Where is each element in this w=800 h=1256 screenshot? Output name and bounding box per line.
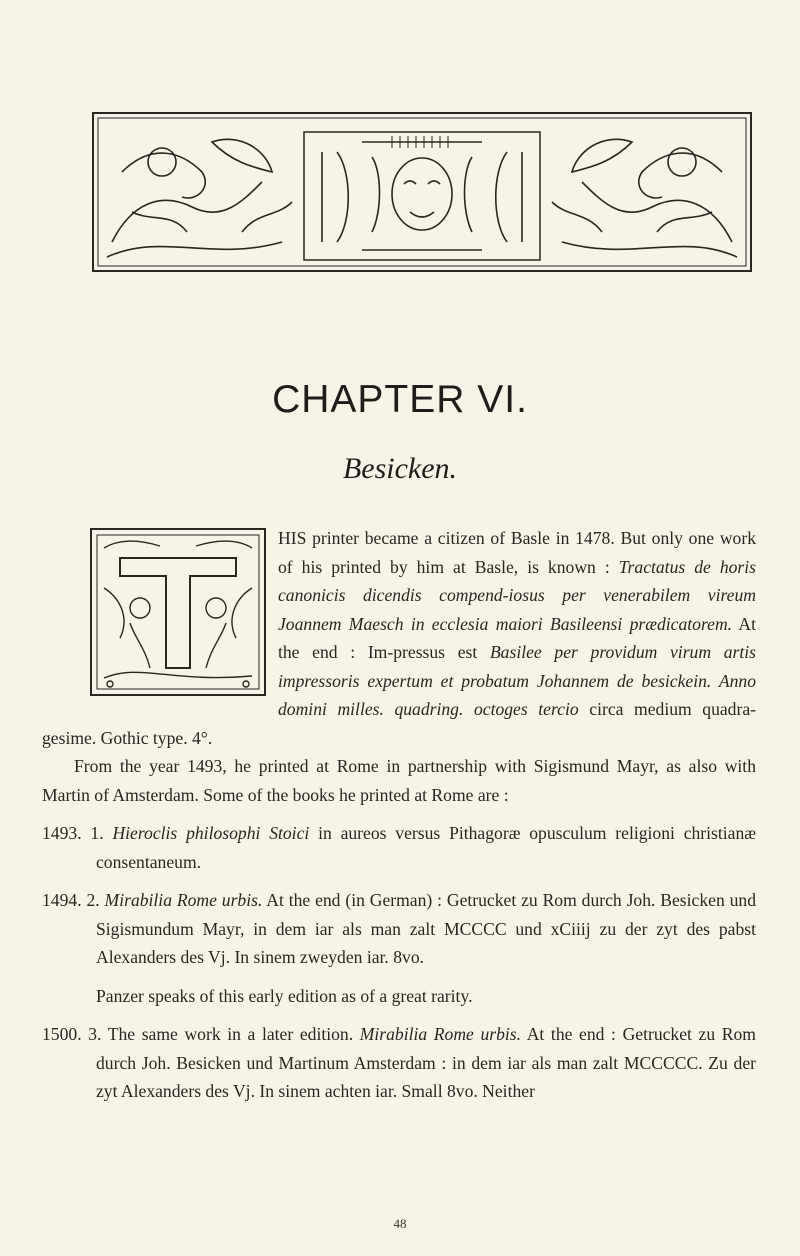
- opening-text-1: HIS printer became a citizen of Basle in 1478. But only one work of his printed by him at Basle, is known :: [278, 528, 756, 577]
- body-text: [42, 524, 756, 1106]
- entry-year: 1493.: [42, 823, 82, 843]
- entry-description: At the end : Getrucket zu Rom durch Joh. Besicken und Martinum Amsterdam : in dem iar als man zalt MCCCCC. Zu der zyt Alexanders des Vj. In sinem achten iar. Small 8vo. Neither: [96, 1024, 756, 1101]
- entry-number: 2.: [86, 890, 100, 910]
- entry-3: [42, 1020, 756, 1106]
- entry-1: [42, 819, 756, 876]
- initial-float-space: [42, 524, 278, 700]
- entry-number: 3.: [88, 1024, 102, 1044]
- entry-description: in aureos versus Pithagoræ opusculum religioni christianæ consentaneum.: [96, 823, 757, 872]
- entry-year: 1500.: [42, 1024, 82, 1044]
- entry-title: Mirabilia Rome urbis.: [104, 890, 263, 910]
- entry-prefix: The same work in a later edition.: [101, 1024, 360, 1044]
- entry-description: At the end (in German) : Getrucket zu Rom durch Joh. Besicken und Sigismundum Mayr, in dem iar als man zalt MCCCC und xCiiij zu der zyt des pabst Alexanders des Vj. In sinem zweyden iar. 8vo.: [96, 890, 757, 967]
- opening-text-2: At the end : Im-pressus est: [278, 613, 756, 662]
- opening-italic-colophon: Basilee per providum virum artis impressoris expertum et probatum Johannem de besickein. Anno domini milles. quadring. octoges tercio: [278, 642, 756, 719]
- entry-title: Hieroclis philosophi Stoici: [112, 823, 310, 843]
- entry-title: Mirabilia Rome urbis.: [359, 1024, 522, 1044]
- panzer-note: Panzer speaks of this early edition as of a great rarity.: [96, 985, 473, 1006]
- entry-year: 1494.: [42, 890, 82, 910]
- entry-2: [42, 886, 756, 972]
- entry-number: 1.: [90, 823, 104, 843]
- woodcut-headpiece-icon: [92, 112, 752, 272]
- page-number: 48: [393, 1216, 407, 1231]
- chapter-heading: CHAPTER VI.: [272, 378, 528, 421]
- opening-text-3: circa medium quadra-gesime. Gothic type. 4°.: [42, 699, 756, 748]
- chapter-subtitle: Besicken.: [342, 452, 458, 485]
- second-paragraph: From the year 1493, he printed at Rome in partnership with Sigismund Mayr, as also with Martin of Amsterdam. Some of the books he printed at Rome are :: [42, 756, 756, 805]
- opening-italic-title: Tractatus de horis canonicis dicendis compend-iosus per venerabilem vireum Joannem Maesch in ecclesia maiori Basileensi prædicatorem.: [278, 556, 757, 634]
